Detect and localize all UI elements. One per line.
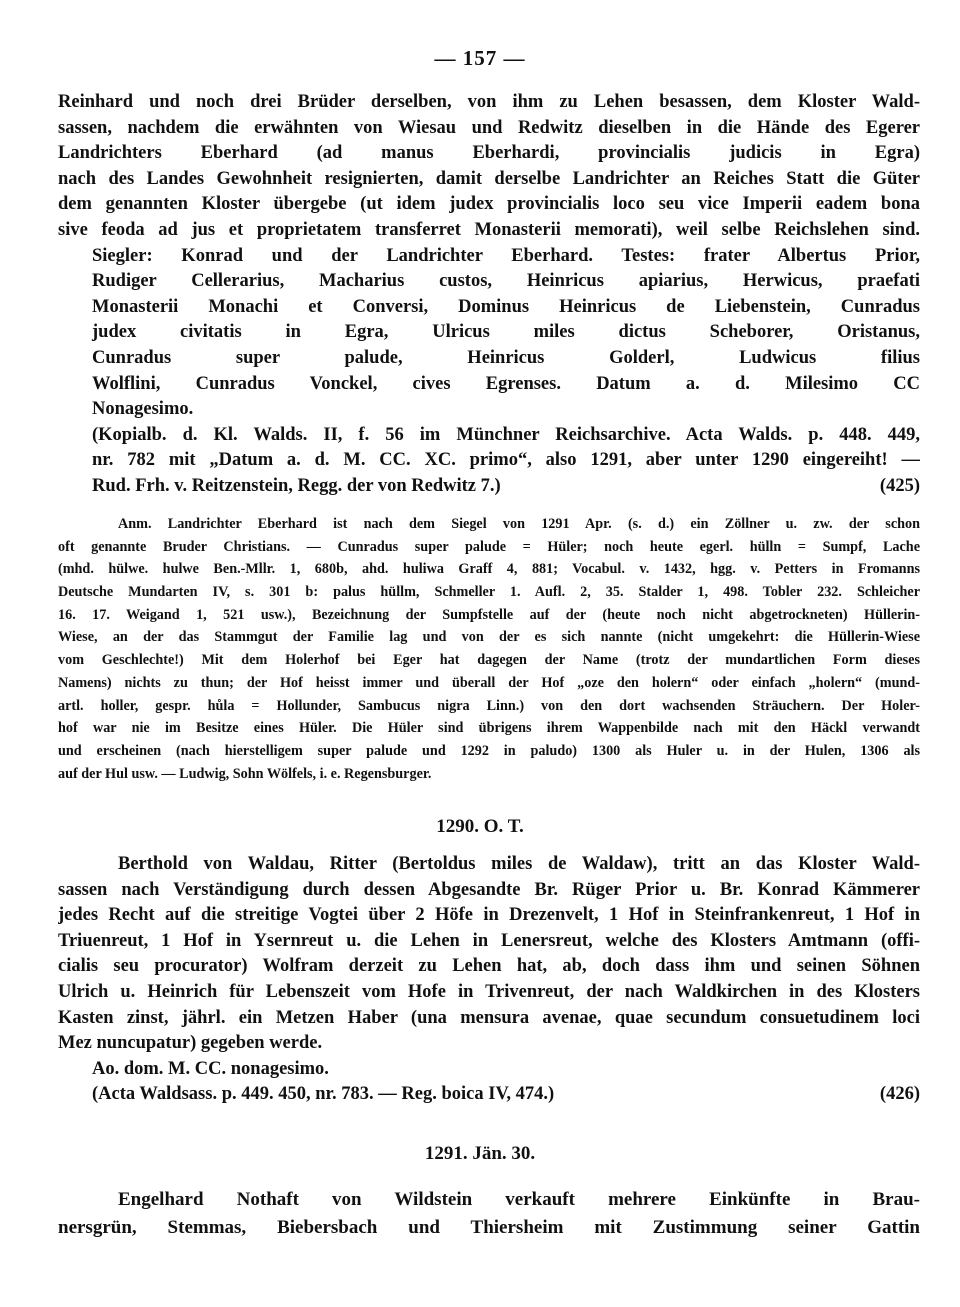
citation-text: Rud. Frh. v. Reitzenstein, Regg. der von Redwitz 7.) bbox=[92, 475, 501, 496]
note-line: Wiese, an der das Stammgut der Familie lag und von der es sich nannte (nicht umgekehrt: die Hüllerin-Wiese bbox=[58, 629, 920, 646]
text-line bbox=[58, 474, 920, 500]
text-line: Engelhard Nothaft von Wildstein verkauft mehrere Einkünfte in Brau- bbox=[118, 1189, 920, 1210]
text-line: nr. 782 mit „Datum a. d. M. CC. XC. primo“, also 1291, aber unter 1290 eingereiht! — bbox=[92, 450, 920, 471]
text-line: Siegler: Konrad und der Landrichter Eberhard. Testes: frater Albertus Prior, bbox=[92, 245, 920, 266]
entry-number: (425) bbox=[879, 475, 920, 496]
note-line: hof war nie im Besitze eines Hüler. Die Hüler sind übrigens ihrem Wappenbilde nach mit den Häckl verwandt bbox=[58, 720, 920, 737]
entry-426-text bbox=[58, 852, 920, 1108]
text-line: Berthold von Waldau, Ritter (Bertoldus miles de Waldaw), tritt an das Kloster Wald- bbox=[118, 854, 920, 874]
entry-426-heading: 1290. O. T. bbox=[436, 816, 524, 837]
text-line: Wolflini, Cunradus Vonckel, cives Egrenses. Datum a. d. Milesimo CC bbox=[92, 373, 920, 394]
text-line: dem genannten Kloster übergebe (ut idem judex provincialis loco seu vice Imperii eadem bona bbox=[58, 194, 920, 215]
text-line: nersgrün, Stemmas, Biebersbach und Thiersheim mit Zustimmung seiner Gattin bbox=[58, 1217, 920, 1238]
text-line: sassen, nachdem die erwähnten von Wiesau und Redwitz dieselben in die Hände des Egerer bbox=[58, 117, 920, 138]
entry-number: (426) bbox=[879, 1084, 920, 1105]
text-line bbox=[58, 1082, 920, 1108]
note-line: oft genannte Bruder Christians. — Cunradus super palude = Hüler; noch heute egerl. hülln = Sumpf, Lache bbox=[58, 538, 920, 555]
note-line: 16. 17. Weigand 1, 521 usw.), Bezeichnung der Sumpfstelle auf der (heute noch nicht abgetrockneten) Hüllerin- bbox=[58, 606, 920, 623]
entry-427-heading: 1291. Jän. 30. bbox=[424, 1143, 536, 1164]
note-line: vom Geschlechte!) Mit dem Holerhof bei Eger hat dagegen der Name (trotz der mundartlichen Form dieses bbox=[58, 652, 920, 669]
text-line: jedes Recht auf die streitige Vogtei über 2 Höfe in Drezenvelt, 1 Hof in Steinfrankenreut, 1 Hof in bbox=[58, 905, 920, 926]
text-line: Reinhard und noch drei Brüder derselben, von ihm zu Lehen besassen, dem Kloster Wald- bbox=[58, 92, 920, 112]
note-line: artl. holler, gespr. hůla = Hollunder, Sambucus nigra Linn.) von den dort wachsenden Sträuchern. Der Holer- bbox=[58, 697, 920, 714]
text-line: Triuenreut, 1 Hof in Ysernreut u. die Lehen in Lenersreut, welche des Klosters Amtmann (offi- bbox=[58, 930, 920, 951]
text-line: nach des Landes Gewohnheit resignierten, damit derselbe Landrichter an Reiches Statt die Güter bbox=[58, 168, 920, 189]
note-line: Anm. Landrichter Eberhard ist nach dem Siegel von 1291 Apr. (s. d.) ein Zöllner u. zw. der schon bbox=[118, 516, 920, 532]
text-line: Landrichters Eberhard (ad manus Eberhardi, provincialis judicis in Egra) bbox=[58, 143, 920, 164]
text-line: Ao. dom. M. CC. nonagesimo. bbox=[92, 1058, 329, 1079]
citation-text: (Acta Waldsass. p. 449. 450, nr. 783. — Reg. boica IV, 474.) bbox=[92, 1084, 555, 1105]
footnote bbox=[58, 513, 920, 785]
note-line: (mhd. hülwe. hulwe Ben.-Mllr. 1, 680b, ahd. huliwa Graff 4, 881; Vocabul. v. 1432, hgg. v. Petters in Fromanns bbox=[58, 561, 920, 578]
note-line: und erscheinen (nach hierstelligem super palude und 1292 in paludo) 1300 als Huler u. in der Hulen, 1306 als bbox=[58, 742, 920, 759]
text-line: judex civitatis in Egra, Ulricus miles dictus Scheborer, Oristanus, bbox=[92, 322, 920, 343]
page-number: — 157 — bbox=[434, 46, 526, 70]
text-line: sive feoda ad jus et proprietatem transferret Monasterii memorati), weil selbe Reichslehen sind. bbox=[58, 219, 920, 240]
entry-425-text bbox=[58, 90, 920, 500]
note-line: Namens) nichts zu thun; der Hof heisst immer und überall der Hof „oze den holern“ oder einfach „holern“ (mund- bbox=[58, 674, 920, 691]
text-line: Monasterii Monachi et Conversi, Dominus Heinricus de Liebenstein, Cunradus bbox=[92, 296, 920, 317]
text-line: Kasten zinst, jährl. ein Metzen Haber (una mensura avenae, quae secundum consuetudinem loci bbox=[58, 1007, 920, 1028]
text-line: Ulrich u. Heinrich für Lebenszeit vom Hofe in Trivenreut, der nach Waldkirchen in des Klosters bbox=[58, 981, 920, 1002]
text-line: cialis seu procurator) Wolfram derzeit zu Lehen hat, ab, doch dass ihm und seinen Söhnen bbox=[58, 956, 920, 977]
text-line: Rudiger Cellerarius, Macharius custos, Heinricus apiarius, Herwicus, praefati bbox=[92, 271, 920, 292]
text-line: Cunradus super palude, Heinricus Golderl, Ludwicus filius bbox=[92, 347, 920, 368]
entry-427-text bbox=[58, 1186, 920, 1242]
text-line: sassen nach Verständigung durch dessen Abgesandte Br. Rüger Prior u. Br. Konrad Kämmerer bbox=[58, 879, 920, 900]
text-line: Nonagesimo. bbox=[92, 399, 194, 420]
note-line: auf der Hul usw. — Ludwig, Sohn Wölfels, i. e. Regensburger. bbox=[58, 765, 432, 782]
text-line: (Kopialb. d. Kl. Walds. II, f. 56 im Münchner Reichsarchive. Acta Walds. p. 448. 449, bbox=[92, 424, 920, 445]
text-line: Mez nuncupatur) gegeben werde. bbox=[58, 1033, 323, 1054]
note-line: Deutsche Mundarten IV, s. 301 b: palus hüllm, Schmeller 1. Aufl. 2, 35. Stalder 1, 498. Tobler 232. Schleicher bbox=[58, 584, 920, 601]
